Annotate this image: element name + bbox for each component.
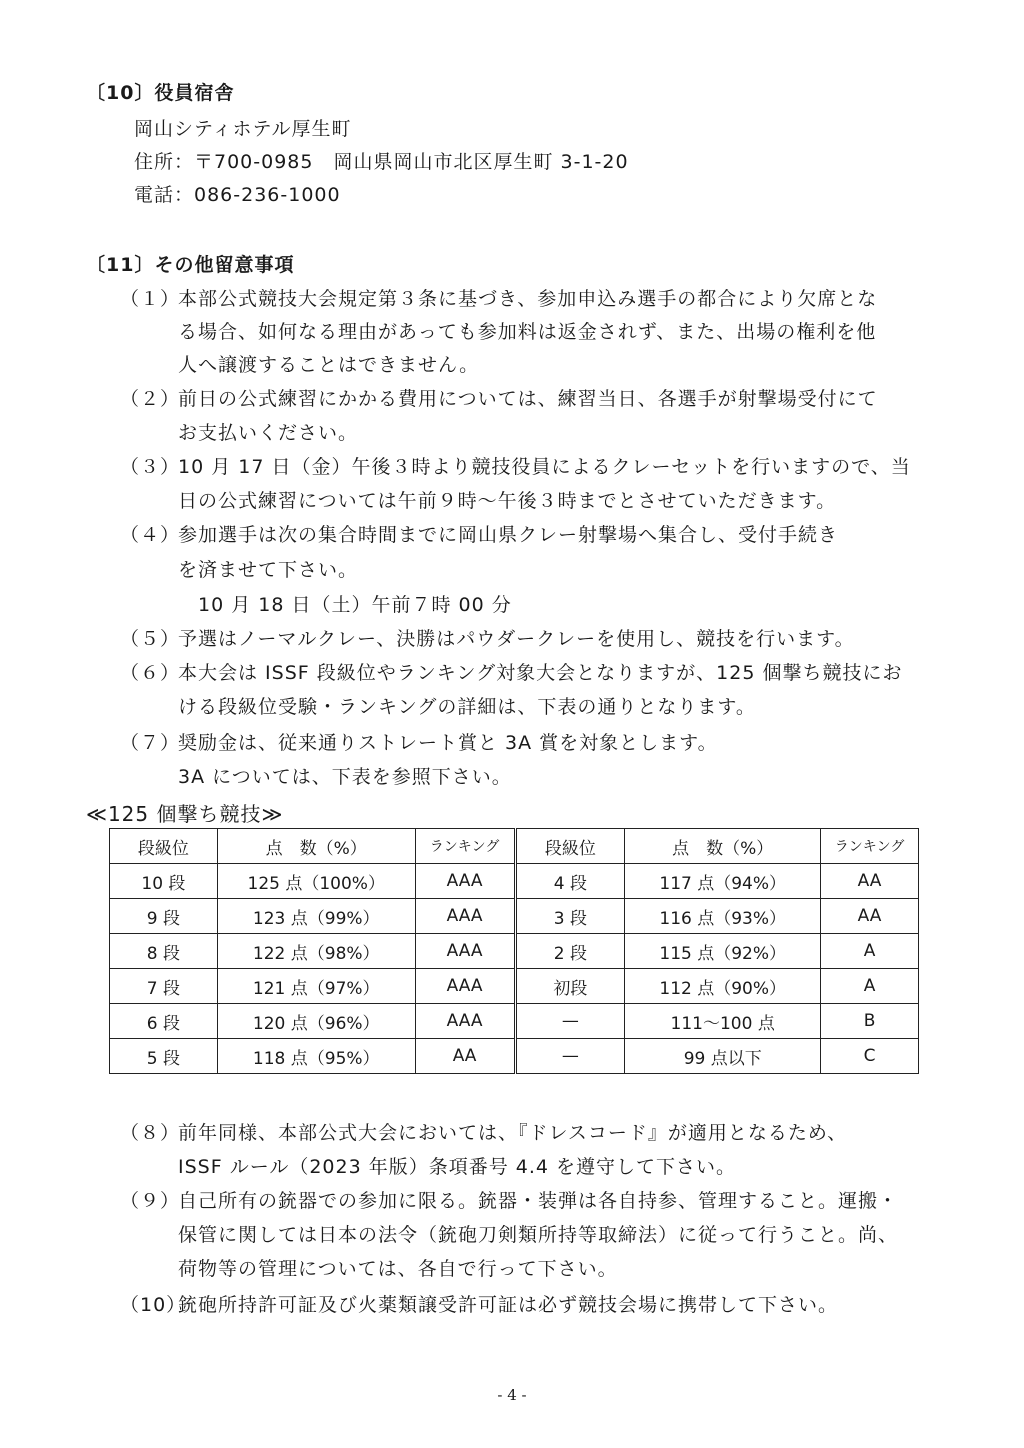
hotel-address: 住所：〒700-0985 岡山県岡山市北区厚生町 3-1-20 [134, 151, 629, 173]
header-score: 点 数（%） [625, 829, 821, 864]
table-cell: 4 段 [515, 864, 625, 899]
note-text: 本大会は ISSF 段級位やランキング対象大会となりますが、125 個撃ち競技にお [178, 662, 903, 684]
section-11-heading: 〔11〕その他留意事項 [86, 254, 295, 276]
table-cell: AA [821, 899, 919, 934]
note-number: （10） [120, 1294, 187, 1316]
table-cell: 8 段 [110, 934, 218, 969]
table-cell: 9 段 [110, 899, 218, 934]
note-text: 銃砲所持許可証及び火薬類譲受許可証は必ず競技会場に携帯して下さい。 [178, 1294, 839, 1316]
note-text-line: 3A については、下表を参照下さい。 [178, 766, 512, 788]
table-title: ≪125 個撃ち競技≫ [86, 802, 284, 826]
assembly-time: 10 月 18 日（土）午前７時 00 分 [198, 594, 512, 616]
note-number: （７） [120, 732, 181, 754]
note-item-3 [120, 452, 911, 479]
header-grade: 段級位 [110, 829, 218, 864]
note-text-line: を済ませて下さい。 [178, 559, 359, 581]
note-text: 予選はノーマルクレー、決勝はパウダークレーを使用し、競技を行います。 [178, 628, 855, 650]
hotel-name: 岡山シティホテル厚生町 [134, 118, 352, 140]
table-cell: 120 点（96%） [217, 1004, 415, 1039]
note-text: 本部公式競技大会規定第３条に基づき、参加申込み選手の都合により欠席とな [178, 288, 878, 310]
note-text-line: 人へ譲渡することはできません。 [178, 354, 480, 376]
table-cell: A [821, 969, 919, 1004]
table-row [110, 969, 919, 1004]
table-cell: 115 点（92%） [625, 934, 821, 969]
table-cell: 10 段 [110, 864, 218, 899]
table-cell: 6 段 [110, 1004, 218, 1039]
note-text: 前年同様、本部公式大会においては、『ドレスコード』が適用となるため、 [178, 1122, 848, 1144]
header-score: 点 数（%） [217, 829, 415, 864]
table-cell: 112 点（90%） [625, 969, 821, 1004]
table-cell: 121 点（97%） [217, 969, 415, 1004]
note-text: 前日の公式練習にかかる費用については、練習当日、各選手が射撃場受付にて [178, 388, 878, 410]
table-cell: — [515, 1039, 625, 1074]
note-item-7 [120, 728, 718, 755]
table-row [110, 899, 919, 934]
table-cell: 116 点（93%） [625, 899, 821, 934]
table-cell: 99 点以下 [625, 1039, 821, 1074]
table-cell: AAA [415, 969, 515, 1004]
note-number: （３） [120, 456, 181, 478]
header-ranking: ランキング [821, 829, 919, 864]
table-cell: 117 点（94%） [625, 864, 821, 899]
table-cell: 3 段 [515, 899, 625, 934]
table-header-row [110, 829, 919, 864]
note-item-10 [120, 1290, 838, 1317]
table-cell: B [821, 1004, 919, 1039]
note-text-line: お支払いください。 [178, 422, 359, 444]
table-cell: 118 点（95%） [217, 1039, 415, 1074]
table-cell: 5 段 [110, 1039, 218, 1074]
note-number: （５） [120, 628, 181, 650]
section-10-heading: 〔10〕役員宿舎 [86, 82, 235, 104]
note-text-line: ISSF ルール（2023 年版）条項番号 4.4 を遵守して下さい。 [178, 1156, 737, 1178]
note-text-line: 日の公式練習については午前９時～午後３時までとさせていただきます。 [178, 490, 837, 512]
note-number: （４） [120, 524, 181, 546]
note-number: （６） [120, 662, 181, 684]
note-text: 奨励金は、従来通りストレート賞と 3A 賞を対象とします。 [178, 732, 718, 754]
table-cell: 123 点（99%） [217, 899, 415, 934]
note-text-line: る場合、如何なる理由があっても参加料は返金されず、また、出場の権利を他 [178, 321, 877, 343]
table-cell: AAA [415, 934, 515, 969]
note-item-2 [120, 384, 878, 411]
rank-table [109, 828, 919, 1074]
header-ranking: ランキング [415, 829, 515, 864]
table-cell: 2 段 [515, 934, 625, 969]
table-row [110, 934, 919, 969]
note-item-8 [120, 1118, 847, 1145]
table-cell: 初段 [515, 969, 625, 1004]
table-cell: 122 点（98%） [217, 934, 415, 969]
table-cell: — [515, 1004, 625, 1039]
note-item-4 [120, 520, 838, 547]
note-item-1 [120, 284, 877, 311]
note-text: 10 月 17 日（金）午後３時より競技役員によるクレーセットを行いますので、当 [178, 456, 911, 478]
note-number: （１） [120, 288, 181, 310]
note-text: 自己所有の銃器での参加に限る。銃器・装弾は各自持参、管理すること。運搬・ [178, 1190, 899, 1212]
table-cell: C [821, 1039, 919, 1074]
table-cell: 7 段 [110, 969, 218, 1004]
note-item-5 [120, 624, 855, 651]
header-grade: 段級位 [515, 829, 625, 864]
page-number: - 4 - [497, 1386, 527, 1404]
note-number: （２） [120, 388, 181, 410]
table-row [110, 864, 919, 899]
hotel-phone: 電話：086-236-1000 [134, 184, 341, 206]
table-cell: AAA [415, 864, 515, 899]
note-text-line: 保管に関しては日本の法令（銃砲刀剣類所持等取締法）に従って行うこと。尚、 [178, 1224, 899, 1246]
note-text-line: ける段級位受験・ランキングの詳細は、下表の通りとなります。 [178, 696, 756, 718]
table-cell: AA [415, 1039, 515, 1074]
note-item-6 [120, 658, 902, 685]
table-cell: 111～100 点 [625, 1004, 821, 1039]
note-text-line: 荷物等の管理については、各自で行って下さい。 [178, 1258, 618, 1280]
note-item-9 [120, 1186, 898, 1213]
table-cell: 125 点（100%） [217, 864, 415, 899]
table-cell: A [821, 934, 919, 969]
table-row [110, 1004, 919, 1039]
table-row [110, 1039, 919, 1074]
table-cell: AA [821, 864, 919, 899]
note-text: 参加選手は次の集合時間までに岡山県クレー射撃場へ集合し、受付手続き [178, 524, 839, 546]
table-cell: AAA [415, 899, 515, 934]
table-cell: AAA [415, 1004, 515, 1039]
note-number: （９） [120, 1190, 181, 1212]
note-number: （８） [120, 1122, 181, 1144]
